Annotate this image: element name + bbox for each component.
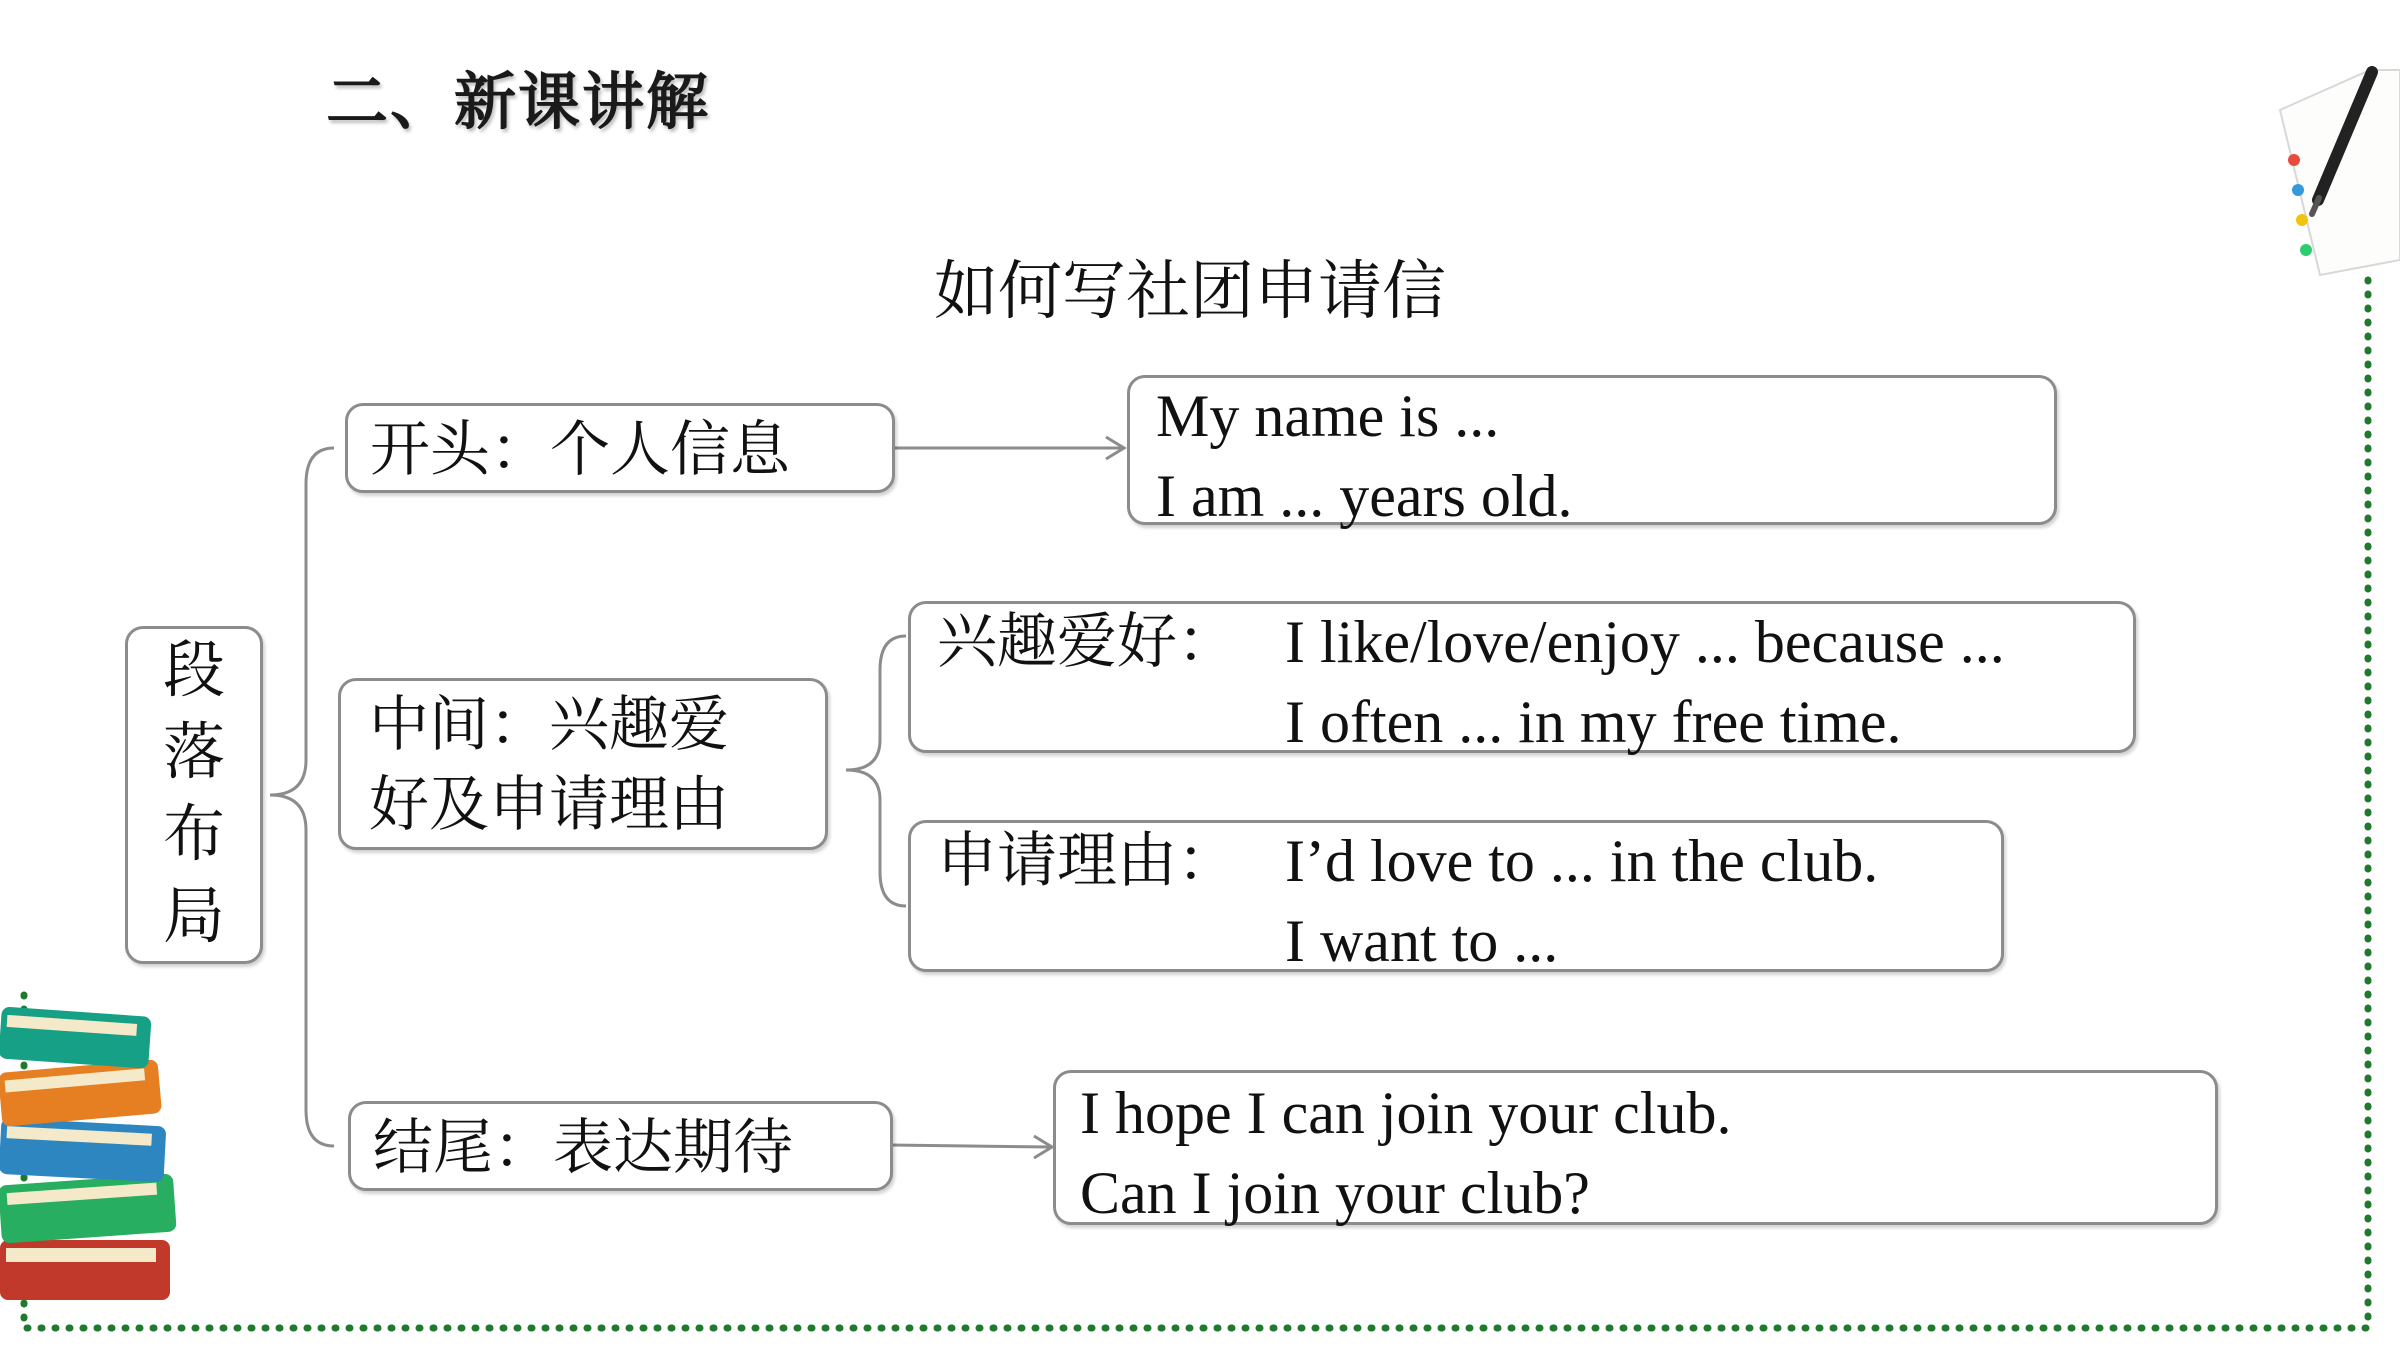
middle-label-line-1: 中间：兴趣爱 [369, 690, 729, 760]
ending-label-box [348, 1101, 893, 1191]
opening-label-box [345, 403, 895, 493]
root-char: 局 [162, 879, 225, 952]
reasons-line-1: I’d love to ... in the club. [1285, 828, 1879, 894]
reasons-prefix: 申请理由： [937, 826, 1237, 896]
reasons-line-2: I want to ... [1285, 908, 1559, 974]
opening-line-1: My name is ... [1156, 383, 1500, 449]
ending-line-1: I hope I can join your club. [1080, 1080, 1732, 1146]
arrow-opening [893, 437, 1124, 459]
diagram-title: 如何写社团申请信 [934, 255, 1446, 329]
root-box-paragraph-layout [125, 626, 263, 964]
books-stack-icon [0, 1006, 177, 1300]
opening-label: 开头：个人信息 [370, 415, 790, 485]
root-char: 布 [162, 797, 225, 870]
opening-line-2: I am ... years old. [1156, 463, 1573, 529]
reasons-box [908, 820, 2004, 972]
root-brace [270, 448, 334, 1146]
opening-content-box [1127, 375, 2057, 529]
hobbies-line-2: I often ... in my free time. [1285, 689, 1902, 755]
notebook-pen-icon [2280, 70, 2400, 275]
hobbies-box [908, 601, 2136, 753]
middle-label-line-2: 好及申请理由 [369, 770, 729, 840]
ending-label: 结尾：表达期待 [373, 1113, 793, 1183]
ending-line-2: Can I join your club? [1080, 1160, 1590, 1226]
hobbies-line-1: I like/love/enjoy ... because ... [1285, 609, 2005, 675]
section-heading: 二、新课讲解 [326, 65, 711, 138]
middle-label-box [338, 678, 828, 850]
ending-content-box [1053, 1070, 2218, 1225]
root-char: 段 [162, 633, 225, 706]
root-char: 落 [162, 715, 225, 788]
middle-brace [846, 636, 906, 906]
arrow-ending [890, 1136, 1052, 1158]
hobbies-prefix: 兴趣爱好： [937, 607, 1237, 677]
